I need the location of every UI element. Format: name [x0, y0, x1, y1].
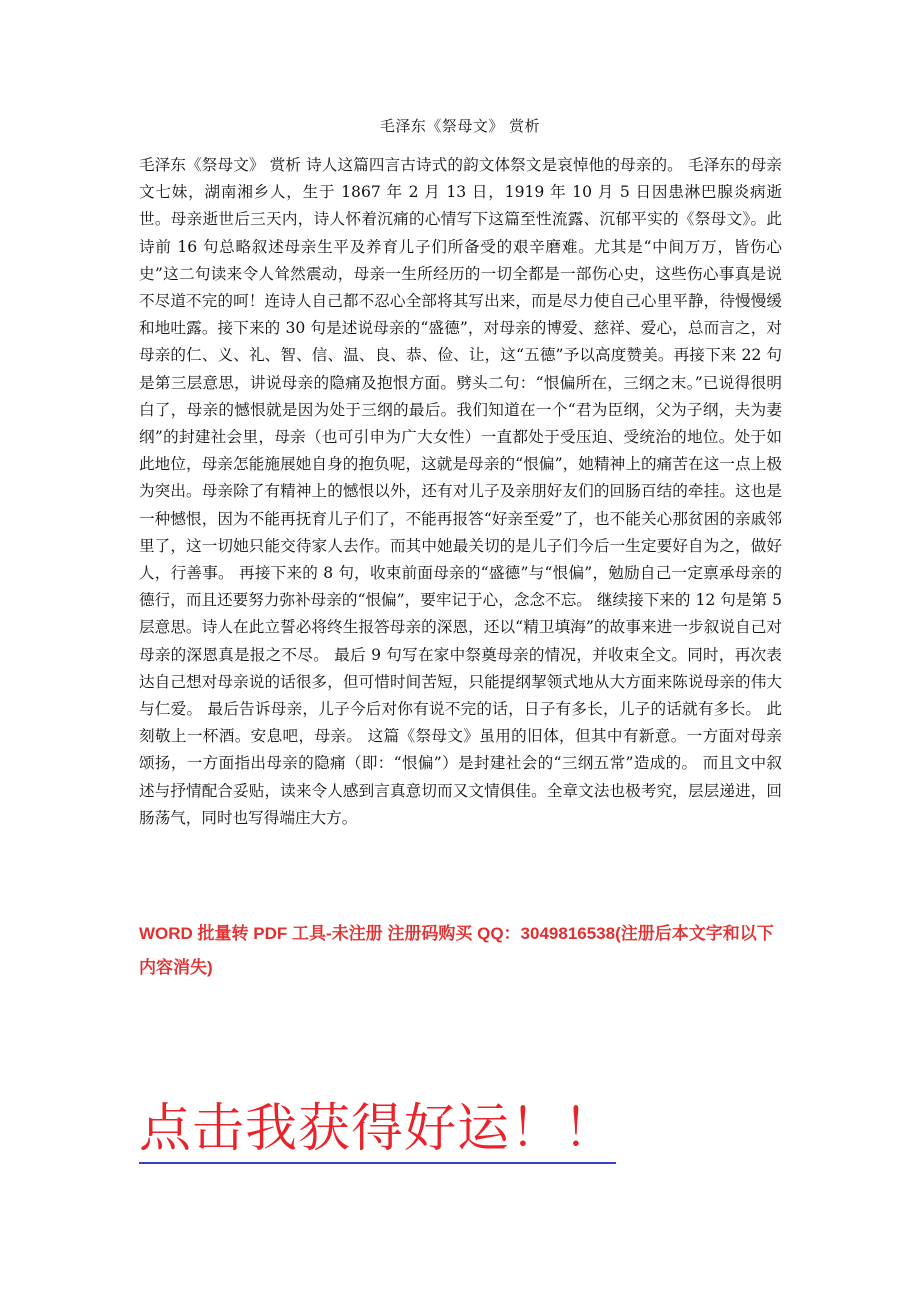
document-title: 毛泽东《祭母文》 赏析	[379, 117, 541, 135]
good-luck-link[interactable]: 点击我获得好运！！	[139, 1098, 616, 1164]
unregistered-watermark: WORD 批量转 PDF 工具-未注册 注册码购买 QQ：3049816538(注册后本文字和以下内容消失)	[139, 924, 774, 977]
document-body: 毛泽东《祭母文》 赏析 诗人这篇四言古诗式的韵文体祭文是哀悼他的母亲的。 毛泽东的母亲 文七妹，湖南湘乡人，生于 1867 年 2 月 13 日，1919 年 10 月 5 日因患淋巴腺炎病逝世。母亲逝世后三天内，诗人怀着沉痛的心情写下这篇至性流露、沉郁平实的《祭母文》。此诗前 16 句总略叙述母亲生平及养育儿子们所备受的艰辛磨难。尤其是“中间万万，皆伤心史”这二句读来令人耸然震动，母亲一生所经历的一切全都是一部伤心史，这些伤心事真是说不尽道不完的呵！连诗人自己都不忍心全部将其写出来，而是尽力使自己心里平静，待慢慢缓和地吐露。接下来的 30 句是述说母亲的“盛德”，对母亲的博爱、慈祥、爱心，总而言之，对母亲的仁、义、礼、智、信、温、良、恭、俭、让，这“五德”予以高度赞美。再接下来 22 句是第三层意思，讲说母亲的隐痛及抱恨方面。劈头二句：“恨偏所在，三纲之末。”已说得很明白了，母亲的憾恨就是因为处于三纲的最后。我们知道在一个“君为臣纲，父为子纲，夫为妻纲”的封建社会里，母亲（也可引申为广大女性）一直都处于受压迫、受统治的地位。处于如此地位，母亲怎能施展她自身的抱负呢，这就是母亲的“恨偏”，她精神上的痛苦在这一点上极为突出。母亲除了有精神上的憾恨以外，还有对儿子及亲朋好友们的回肠百结的牵挂。这也是一种憾恨，因为不能再抚育儿子们了，不能再报答“好亲至爱”了，也不能关心那贫困的亲戚邻里了，这一切她只能交待家人去作。而其中她最关切的是儿子们今后一生定要好自为之，做好人，行善事。 再接下来的 8 句，收束前面母亲的“盛德”与“恨偏”，勉励自己一定禀承母亲的德行，而且还要努力弥补母亲的“恨偏”，要牢记于心，念念不忘。 继续接下来的 12 句是第 5 层意思。诗人在此立誓必将终生报答母亲的深恩，还以“精卫填海”的故事来进一步叙说自己对母亲的深恩真是报之不尽。 最后 9 句写在家中祭奠母亲的情况，并收束全文。同时，再次表达自己想对母亲说的话很多，但可惜时间苦短，只能提纲挈领式地从大方面来陈说母亲的伟大与仁爱。 最后告诉母亲，儿子今后对你有说不完的话，日子有多长，儿子的话就有多长。 此刻敬上一杯酒。安息吧，母亲。 这篇《祭母文》虽用的旧体，但其中有新意。一方面对母亲颂扬，一方面指出母亲的隐痛（即：“恨偏”）是封建社会的“三纲五常”造成的。 而且文中叙述与抒情配合妥贴，读来令人感到言真意切而又文情俱佳。全章文法也极考究，层层递进，回肠荡气，同时也写得端庄大方。	[139, 156, 782, 827]
